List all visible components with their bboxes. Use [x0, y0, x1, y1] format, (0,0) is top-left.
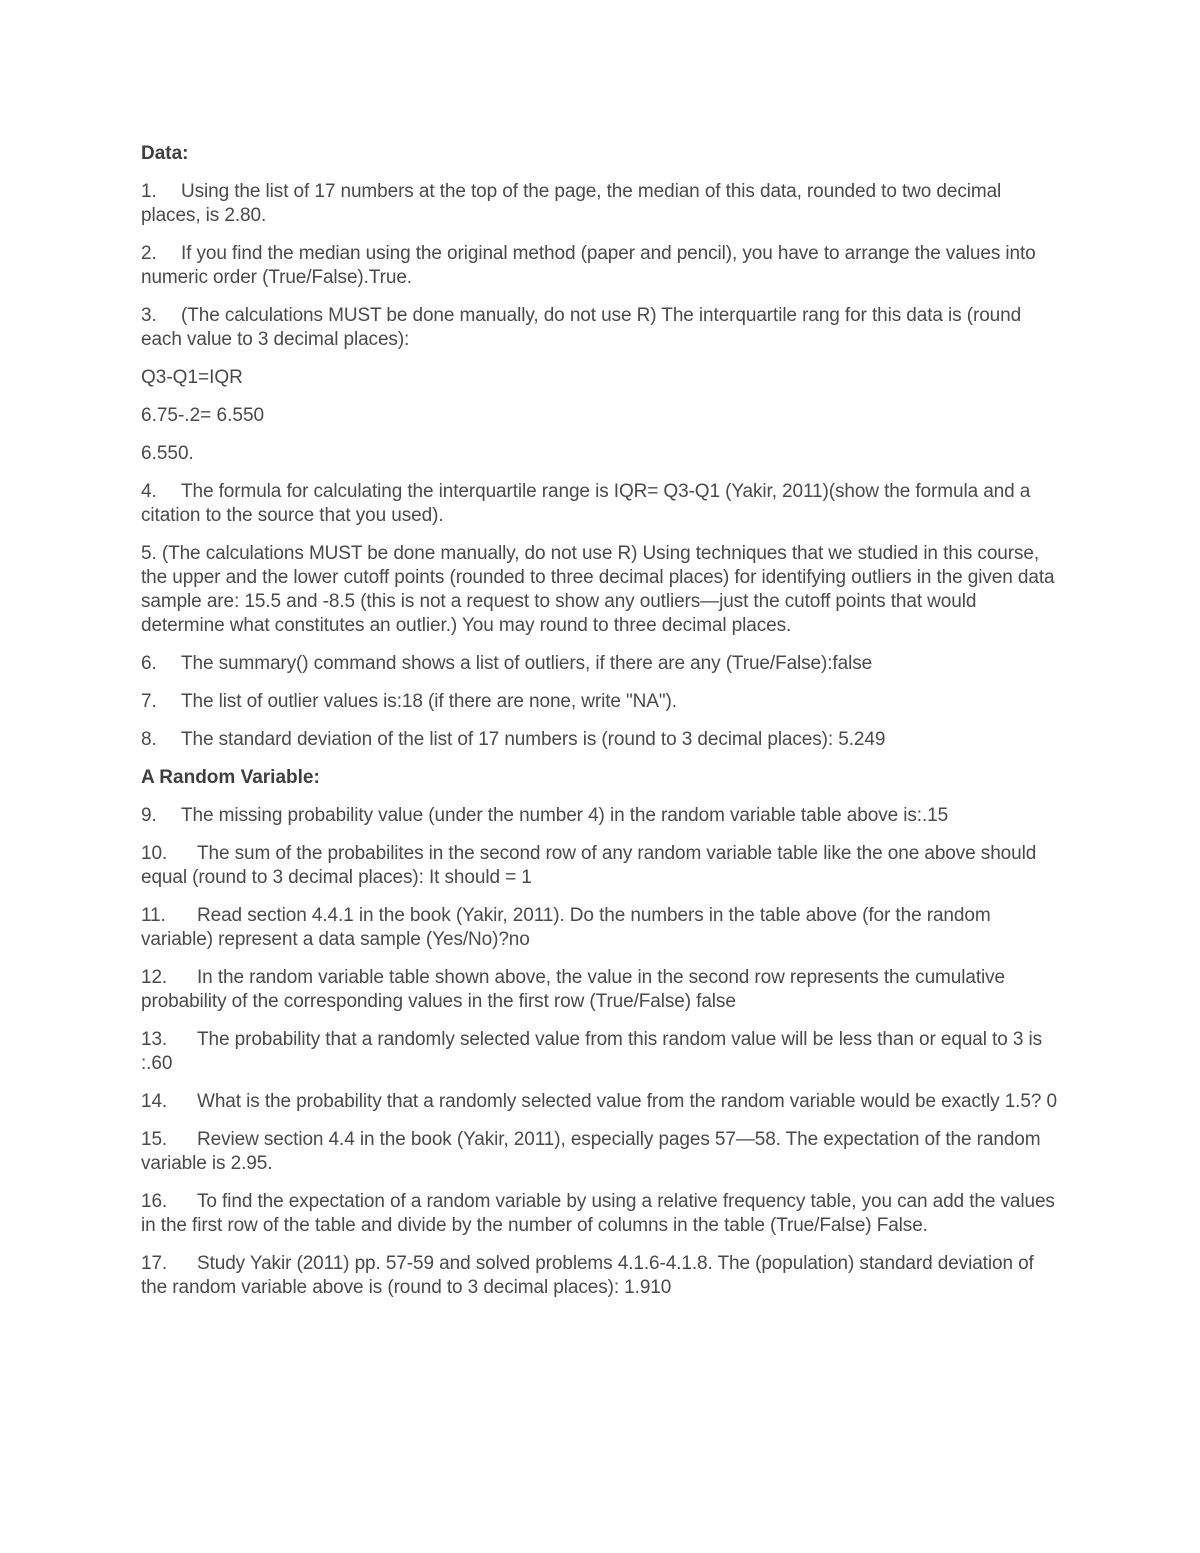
- question-item: [141, 904, 1061, 952]
- question-text: The formula for calculating the interquartile range is IQR= Q3-Q1 (Yakir, 2011)(show the formula and a citation to the source that you used).: [141, 481, 1031, 526]
- question-text: Using the list of 17 numbers at the top of the page, the median of this data, rounded to two decimal places, is 2.80.: [141, 181, 1002, 226]
- work-line: 6.550.: [141, 443, 194, 464]
- question-text: (The calculations MUST be done manually, do not use R) Using techniques that we studied in this course, the upper and the lower cutoff points (rounded to three decimal places) for identifying outliers in the given data sample are: 15.5 and -8.5 (this is not a request to show any outliers—just the cutoff points that would determine what constitutes an outlier.) You may round to three decimal places.: [141, 543, 1055, 636]
- question-text: In the random variable table shown above, the value in the second row represents the cumulative probability of the corresponding values in the first row (True/False) false: [141, 967, 1005, 1012]
- question-text: The missing probability value (under the number 4) in the random variable table above is:.15: [181, 805, 949, 826]
- question-number: 7.: [141, 691, 157, 712]
- question-item: [141, 728, 1061, 752]
- question-number: 17.: [141, 1253, 168, 1274]
- question-number: 12.: [141, 967, 168, 988]
- question-item: [141, 1190, 1061, 1238]
- question-item: [141, 804, 1061, 828]
- question-item: [141, 842, 1061, 890]
- section-heading-random-variable: A Random Variable:: [141, 767, 320, 788]
- question-item: [141, 1028, 1061, 1076]
- question-number: 13.: [141, 1029, 168, 1050]
- question-text: If you find the median using the original method (paper and pencil), you have to arrange the values into numeric order (True/False).True.: [141, 243, 1036, 288]
- question-text: The sum of the probabilites in the second row of any random variable table like the one above should equal (round to 3 decimal places): It should = 1: [141, 843, 1037, 888]
- question-number: 1.: [141, 181, 157, 202]
- question-number: 15.: [141, 1129, 168, 1150]
- question-item: [141, 966, 1061, 1014]
- question-item: [141, 542, 1061, 638]
- question-number: 3.: [141, 305, 157, 326]
- question-number: 14.: [141, 1091, 168, 1112]
- question-text: What is the probability that a randomly selected value from the random variable would be exactly 1.5? 0: [197, 1091, 1057, 1112]
- question-text: Review section 4.4 in the book (Yakir, 2011), especially pages 57—58. The expectation of the random variable is 2.95.: [141, 1129, 1041, 1174]
- question-number: 6.: [141, 653, 157, 674]
- question-number: 4.: [141, 481, 157, 502]
- question-text: The probability that a randomly selected value from this random value will be less than or equal to 3 is :.60: [141, 1029, 1043, 1074]
- question-item: [141, 1252, 1061, 1300]
- question-item: [141, 1090, 1061, 1114]
- question-number: 11.: [141, 905, 166, 926]
- work-line: Q3-Q1=IQR: [141, 367, 243, 388]
- document-body: [141, 142, 1061, 1314]
- question-text: (The calculations MUST be done manually, do not use R) The interquartile rang for this data is (round each value to 3 decimal places):: [141, 305, 1022, 350]
- question-item: [141, 652, 1061, 676]
- question-number: 8.: [141, 729, 157, 750]
- section-heading-data: Data:: [141, 143, 189, 164]
- question-item: [141, 304, 1061, 352]
- question-number: 16.: [141, 1191, 168, 1212]
- question-item: [141, 480, 1061, 528]
- question-number: 2.: [141, 243, 157, 264]
- question-item: [141, 690, 1061, 714]
- question-text: The standard deviation of the list of 17 numbers is (round to 3 decimal places): 5.249: [181, 729, 886, 750]
- work-line: 6.75-.2= 6.550: [141, 405, 265, 426]
- question-text: Study Yakir (2011) pp. 57-59 and solved problems 4.1.6-4.1.8. The (population) standard deviation of the random variable above is (round to 3 decimal places): 1.910: [141, 1253, 1034, 1298]
- question-text: Read section 4.4.1 in the book (Yakir, 2011). Do the numbers in the table above (for the random variable) represent a data sample (Yes/No)?no: [141, 905, 991, 950]
- question-number: 9.: [141, 805, 157, 826]
- question-number: 10.: [141, 843, 168, 864]
- question-item: [141, 242, 1061, 290]
- question-text: The summary() command shows a list of outliers, if there are any (True/False):false: [181, 653, 873, 674]
- question-text: To find the expectation of a random variable by using a relative frequency table, you can add the values in the first row of the table and divide by the number of columns in the table (True/False) False.: [141, 1191, 1055, 1236]
- question-number: 5.: [141, 543, 157, 564]
- question-text: The list of outlier values is:18 (if there are none, write "NA").: [181, 691, 677, 712]
- question-item: [141, 180, 1061, 228]
- question-item: [141, 1128, 1061, 1176]
